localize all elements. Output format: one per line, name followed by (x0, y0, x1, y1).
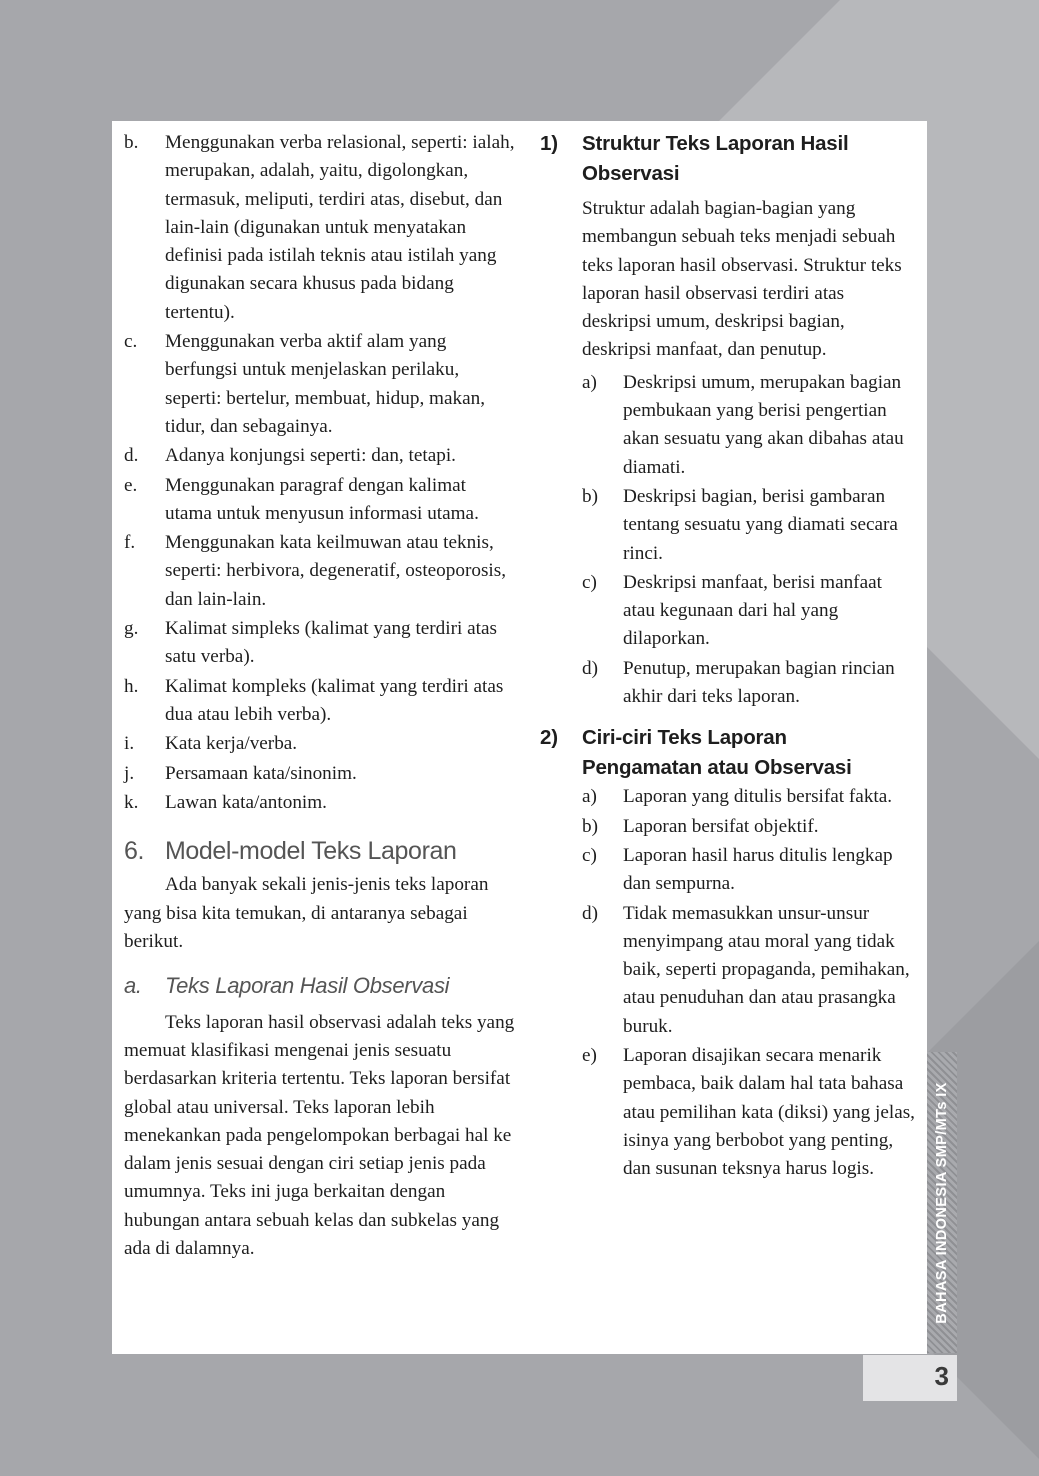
right-column (540, 129, 918, 1185)
ciri-title-line2: Pengamatan atau Observasi (582, 756, 852, 780)
struktur-title-line2: Observasi (582, 162, 680, 185)
list-item (124, 442, 516, 470)
ciri-item-text: Laporan disajikan secara menarik pembaca, baik dalam hal tata bahasa atau pemilihan kata (diksi) yang jelas, isinya yang berbobot yang penting, dan susunan teksnya harus logis. (623, 1045, 915, 1180)
struktur-item-text: Deskripsi bagian, berisi gambaran tentang sesuatu yang diamati secara rinci. (623, 485, 898, 564)
ciri-item (582, 813, 918, 841)
struktur-paragraph: Struktur adalah bagian-bagian yang membangun sebuah teks menjadi sebuah teks laporan hasil observasi. Struktur teks laporan hasil observasi terdiri atas deskripsi umum, deskripsi bagian, deskripsi manfaat, dan penutup. (582, 198, 902, 361)
ciri-item-label: c) (582, 844, 597, 866)
section-6-heading (124, 837, 516, 865)
list-item-text: Kalimat kompleks (kalimat yang terdiri atas dua atau lebih verba). (165, 675, 504, 725)
book-title-text: BAHASA INDONESIA SMP/MTs IX (934, 1081, 950, 1324)
ciri-number: 2) (540, 726, 558, 750)
list-item-label: g. (124, 618, 139, 640)
list-item (124, 760, 516, 788)
left-column (124, 129, 516, 1263)
list-item-text: Persamaan kata/sinonim. (165, 762, 357, 784)
struktur-item-text: Deskripsi umum, merupakan bagian pembukaan yang berisi pengertian akan sesuatu yang akan dibahas atau diamati. (623, 371, 904, 478)
page-number: 3 (934, 1361, 949, 1391)
struktur-item (582, 655, 918, 712)
list-item-text: Adanya konjungsi seperti: dan, tetapi. (165, 445, 456, 467)
list-item-label: f. (124, 532, 136, 554)
list-item-text: Menggunakan paragraf dengan kalimat utama untuk menyusun informasi utama. (165, 474, 479, 524)
struktur-item-text: Deskripsi manfaat, berisi manfaat atau kegunaan dari hal yang dilaporkan. (623, 571, 882, 650)
ciri-item (582, 842, 918, 899)
list-item-text: Lawan kata/antonim. (165, 791, 327, 813)
list-item-label: h. (124, 675, 139, 697)
ciri-item-label: b) (582, 815, 598, 837)
list-item-text: Menggunakan verba aktif alam yang berfungsi untuk menjelaskan perilaku, seperti: bertelur, membuat, hidup, makan, tidur, dan sebagainya. (165, 331, 485, 437)
list-item-label: k. (124, 791, 139, 813)
struktur-item (582, 569, 918, 654)
book-title-tab (927, 1052, 957, 1353)
list-item-text: Kalimat simpleks (kalimat yang terdiri atas satu verba). (165, 618, 497, 668)
struktur-item (582, 369, 918, 482)
section-6-number: 6. (124, 837, 145, 866)
struktur-title-line1: Struktur Teks Laporan Hasil (582, 132, 849, 155)
struktur-item-label: c) (582, 571, 597, 593)
section-6-intro: Ada banyak sekali jenis-jenis teks laporan yang bisa kita temukan, di antaranya sebagai berikut. (124, 874, 489, 953)
ciri-title-line1: Ciri-ciri Teks Laporan (582, 726, 787, 750)
ciri-item-text: Laporan bersifat objektif. (623, 815, 819, 837)
page-sheet (112, 121, 927, 1354)
subsection-a-heading (124, 972, 516, 1000)
list-item-label: j. (124, 762, 135, 784)
list-item-label: c. (124, 331, 138, 353)
list-item-label: d. (124, 445, 139, 467)
list-item-label: i. (124, 733, 135, 755)
struktur-item (582, 483, 918, 568)
list-item (124, 673, 516, 730)
list-item (124, 615, 516, 672)
list-item (124, 529, 516, 614)
ciri-item-label: e) (582, 1045, 597, 1067)
list-item (124, 328, 516, 441)
struktur-number: 1) (540, 132, 558, 155)
subsection-a-title: Teks Laporan Hasil Observasi (165, 973, 450, 999)
struktur-item-text: Penutup, merupakan bagian rincian akhir dari teks laporan. (623, 657, 895, 708)
ciri-item (582, 783, 918, 811)
list-item (124, 730, 516, 758)
struktur-item-label: b) (582, 485, 598, 507)
list-item (124, 789, 516, 817)
struktur-item-label: a) (582, 371, 597, 393)
list-item-text: Menggunakan verba relasional, seperti: ialah, merupakan, adalah, yaitu, digolongkan, termasuk, meliputi, terdiri atas, disebut, dan lain-lain (digunakan untuk menyatakan definisi pada istilah teknis atau istilah yang digunakan secara khusus pada bidang tertentu). (165, 132, 515, 323)
section-6-title: Model-model Teks Laporan (165, 837, 457, 866)
struktur-heading (540, 129, 918, 189)
ciri-item-text: Laporan hasil harus ditulis lengkap dan sempurna. (623, 844, 893, 895)
ciri-item-text: Laporan yang ditulis bersifat fakta. (623, 786, 893, 808)
subsection-a-paragraph: Teks laporan hasil observasi adalah teks yang memuat klasifikasi mengenai jenis sesuatu berdasarkan kriteria tertentu. Teks laporan bersifat global atau universal. Teks laporan lebih menekankan pada pengelompokan berbagai hal ke dalam jenis sesuai dengan ciri setiap jenis pada umumnya. Teks ini juga berkaitan dengan hubungan antara sebuah kelas dan subkelas yang ada di dalamnya. (124, 1011, 515, 1259)
ciri-list (582, 783, 918, 1183)
struktur-list (582, 369, 918, 712)
page-number-box (863, 1355, 957, 1401)
ciri-item-label: a) (582, 786, 597, 808)
list-item (124, 472, 516, 529)
list-item-label: e. (124, 474, 138, 496)
list-item-text: Menggunakan kata keilmuwan atau teknis, seperti: herbivora, degeneratif, osteoporosis, dan lain-lain. (165, 532, 506, 610)
ciri-item (582, 900, 918, 1041)
list-item-label: b. (124, 132, 139, 153)
subsection-a-number: a. (124, 973, 142, 999)
ciri-item (582, 1042, 918, 1183)
ciri-item-label: d) (582, 902, 598, 924)
struktur-item-label: d) (582, 657, 598, 679)
ciri-heading (540, 723, 918, 783)
characteristics-list (124, 129, 516, 817)
list-item (124, 129, 516, 327)
list-item-text: Kata kerja/verba. (165, 733, 298, 755)
ciri-item-text: Tidak memasukkan unsur-unsur menyimpang atau moral yang tidak baik, seperti propaganda, pemihakan, atau penuduhan dan atau prasangka buruk. (623, 902, 910, 1037)
